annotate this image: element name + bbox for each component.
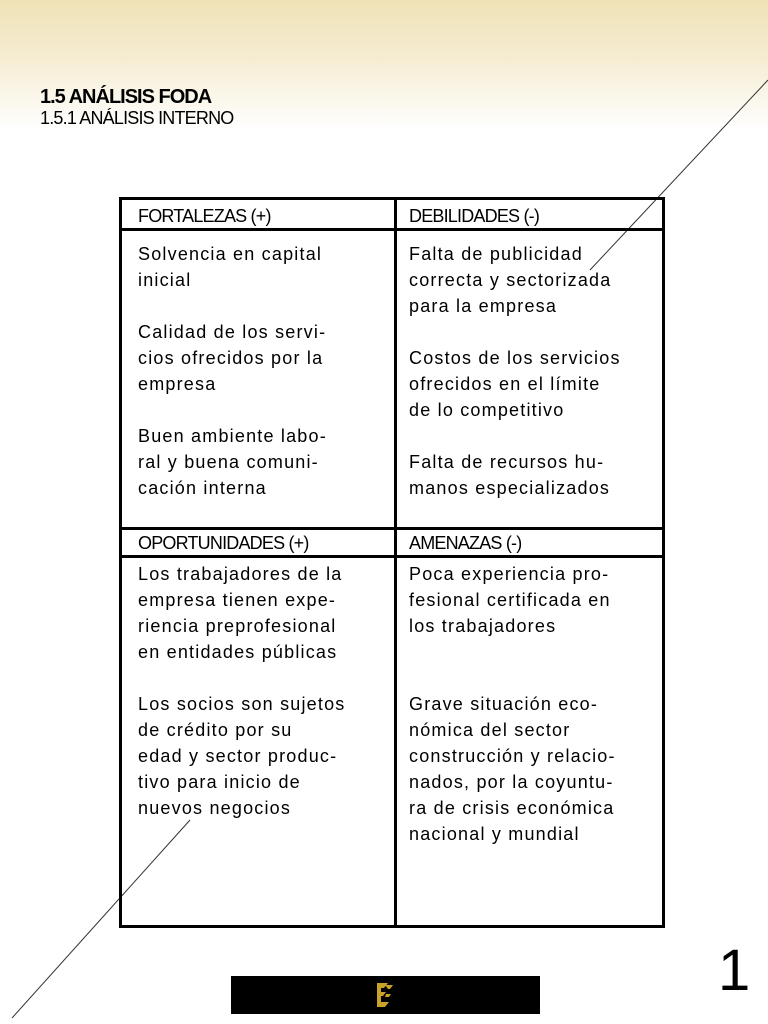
item-line: Costos de los servicios	[409, 348, 621, 368]
item-line: para la empresa	[409, 296, 558, 316]
list-item	[138, 423, 327, 501]
item-line: nómica del sector	[409, 720, 571, 740]
item-line: Los socios son sujetos	[138, 694, 346, 714]
item-line: correcta y sectorizada	[409, 270, 612, 290]
item-line: en entidades públicas	[138, 642, 338, 662]
fortalezas-list	[138, 241, 327, 527]
oportunidades-list	[138, 561, 346, 847]
item-line: fesional certificada en	[409, 590, 611, 610]
item-line: tivo para inicio de	[138, 772, 301, 792]
item-line: Los trabajadores de la	[138, 564, 343, 584]
item-line: de crédito por su	[138, 720, 293, 740]
fortalezas-header: FORTALEZAS (+)	[138, 206, 271, 226]
foda-table	[119, 197, 665, 928]
debilidades-header: DEBILIDADES (-)	[409, 206, 540, 226]
gold-e-logo-icon	[373, 980, 399, 1010]
item-line: nados, por la coyuntu-	[409, 772, 614, 792]
item-line: Calidad de los servi-	[138, 322, 327, 342]
item-line: cación interna	[138, 478, 267, 498]
list-item	[409, 345, 621, 423]
row-divider-top-header	[122, 228, 662, 231]
item-line: construcción y relacio-	[409, 746, 616, 766]
item-line: ra de crisis económica	[409, 798, 615, 818]
row-divider-middle	[122, 527, 662, 530]
item-line: ral y buena comuni-	[138, 452, 319, 472]
item-line: Falta de publicidad	[409, 244, 583, 264]
item-line: riencia preprofesional	[138, 616, 337, 636]
list-item	[409, 241, 621, 319]
heading-block	[40, 86, 233, 128]
list-item	[409, 561, 616, 639]
item-line: nuevos negocios	[138, 798, 292, 818]
item-line: nacional y mundial	[409, 824, 580, 844]
item-line: edad y sector produc-	[138, 746, 338, 766]
section-title: 1.5 ANÁLISIS FODA	[40, 86, 212, 108]
oportunidades-header: OPORTUNIDADES (+)	[138, 533, 309, 553]
item-line: Solvencia en capital	[138, 244, 323, 264]
list-item	[138, 561, 346, 665]
page-number: 1	[718, 938, 751, 1003]
section-subtitle: 1.5.1 ANÁLISIS INTERNO	[40, 108, 234, 128]
item-line: Grave situación eco-	[409, 694, 599, 714]
item-line: ofrecidos en el límite	[409, 374, 601, 394]
item-line: inicial	[138, 270, 192, 290]
column-divider	[394, 200, 397, 925]
item-line: manos especializados	[409, 478, 611, 498]
item-line: cios ofrecidos por la	[138, 348, 324, 368]
item-line: de lo competitivo	[409, 400, 565, 420]
row-divider-bottom-header	[122, 555, 662, 558]
item-line: Falta de recursos hu-	[409, 452, 605, 472]
item-line: Buen ambiente labo-	[138, 426, 327, 446]
list-item	[138, 691, 346, 821]
list-item	[409, 449, 621, 501]
item-line: Poca experiencia pro-	[409, 564, 610, 584]
footer-bar	[231, 976, 540, 1014]
list-item	[138, 319, 327, 397]
list-item	[409, 691, 616, 847]
debilidades-list	[409, 241, 621, 527]
amenazas-list	[409, 561, 616, 873]
amenazas-header: AMENAZAS (-)	[409, 533, 522, 553]
list-item	[138, 241, 327, 293]
item-line: empresa tienen expe-	[138, 590, 337, 610]
item-line: los trabajadores	[409, 616, 557, 636]
item-line: empresa	[138, 374, 217, 394]
